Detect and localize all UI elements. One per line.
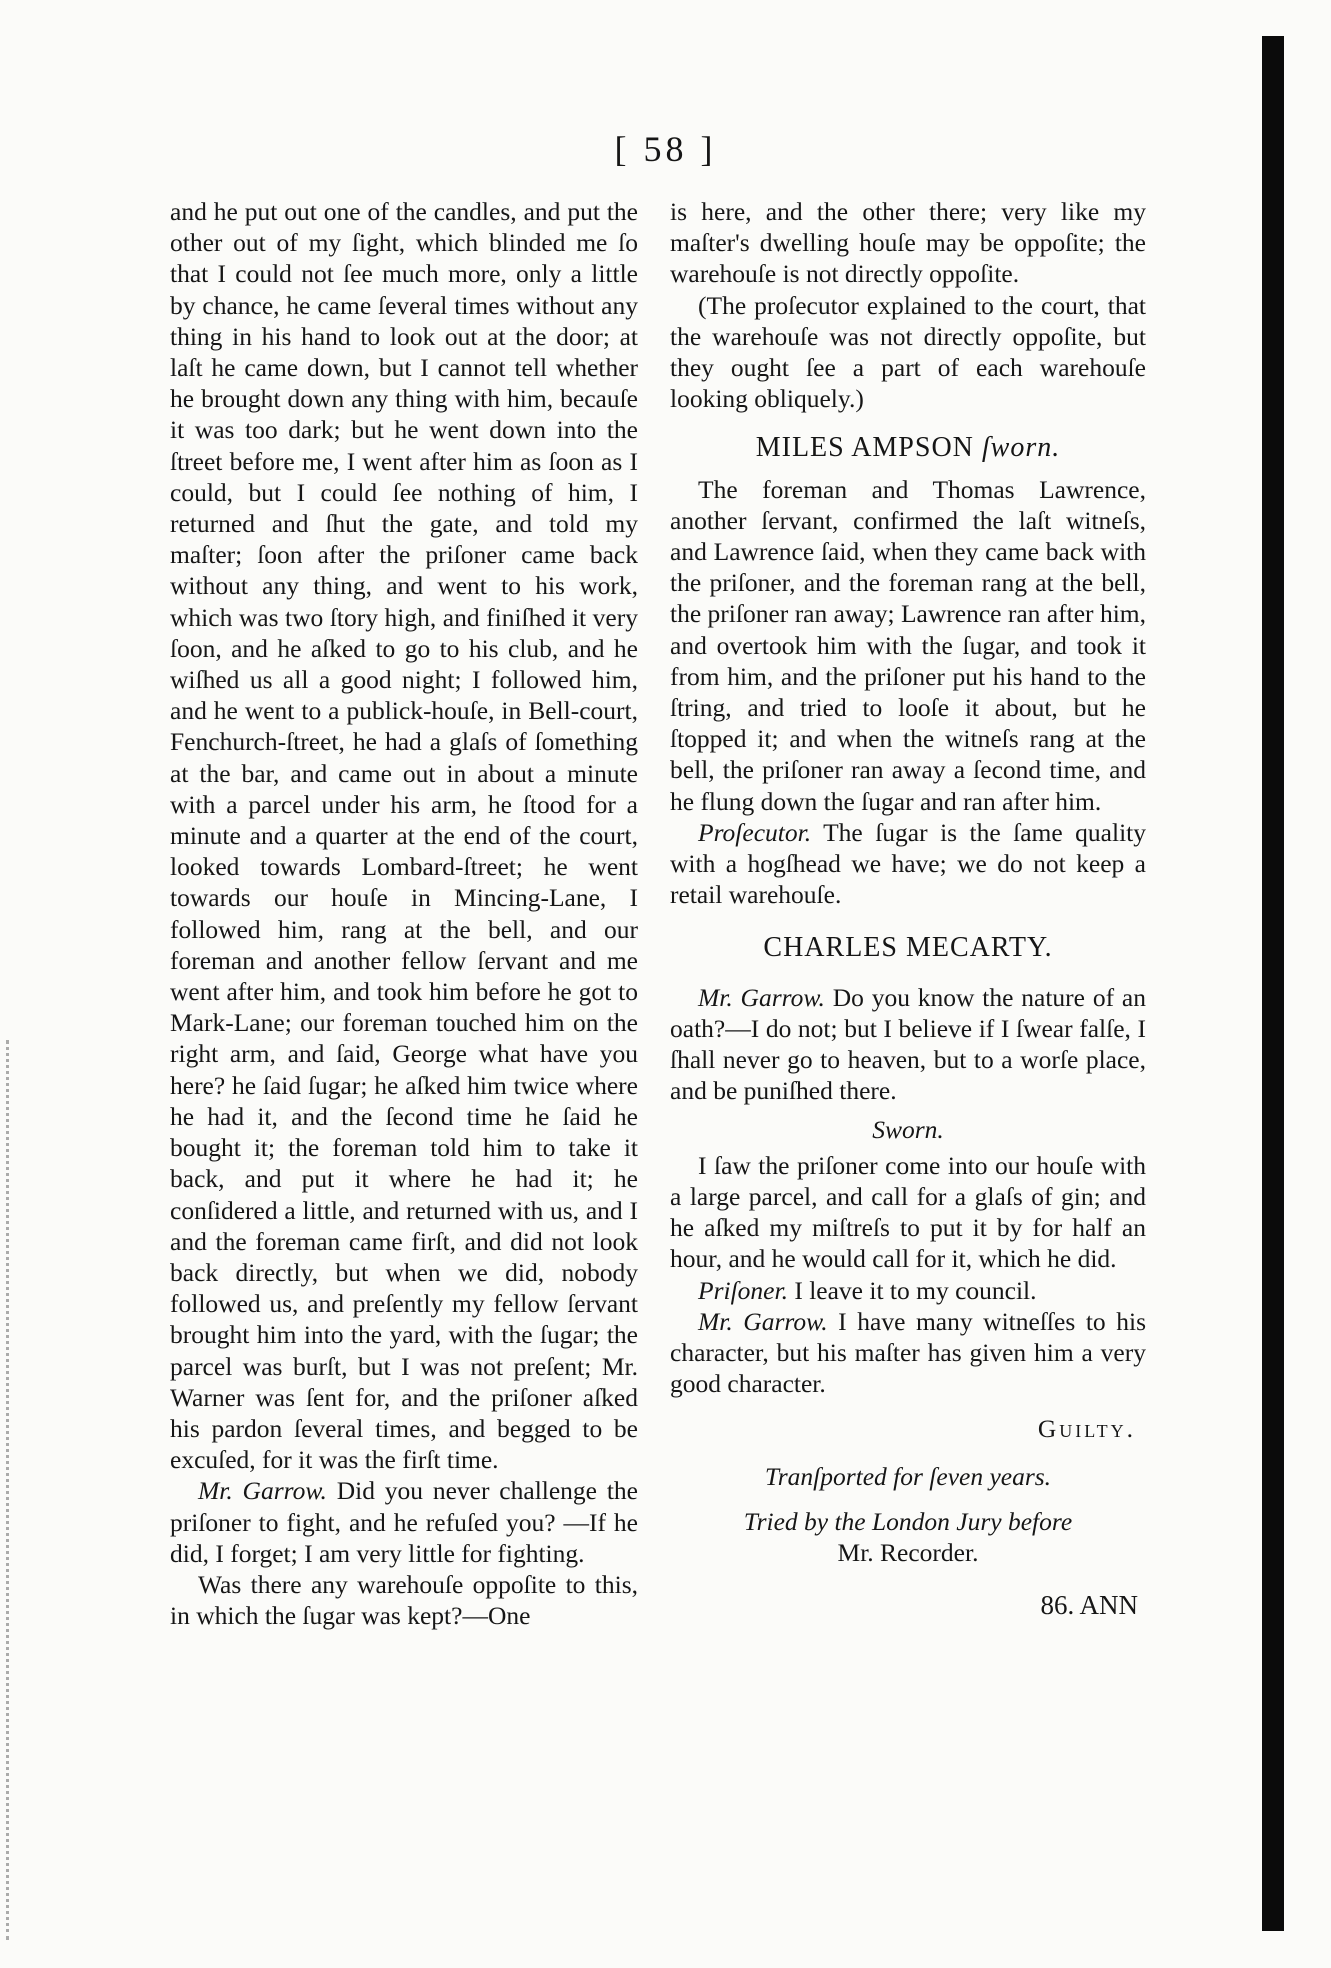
scan-margin-marks xyxy=(6,1040,25,1940)
court-note: (The proſecutor explained to the court, that the warehouſe was not directly oppoſite, but they ought ſee a part of each warehouſe looking obliquely.) xyxy=(670,290,1146,414)
speaker-label: Mr. Garrow. xyxy=(198,1476,327,1506)
examination-paragraph xyxy=(170,1475,638,1569)
recorder-line: Mr. Recorder. xyxy=(837,1537,979,1567)
counsel-text: I have many witneſſes to his character, but his maſter has given him a very good character. xyxy=(670,1306,1146,1399)
scan-edge-shadow xyxy=(1262,36,1284,1931)
speaker-label: Mr. Garrow. xyxy=(698,982,825,1012)
witness-heading-mecarty: CHARLES MECARTY. xyxy=(763,932,1053,964)
examination-text: Do you know the nature of an oath?—I do not; but I believe if I ſwear falſe, I ſhall never go to heaven, but to a worſe place, and be puniſhed there. xyxy=(670,982,1146,1106)
answer-continuation: is here, and the other there; very like my maſter's dwelling houſe may be oppoſite; the warehouſe is not directly oppoſite. xyxy=(670,197,1146,289)
prosecutor-text: The ſugar is the ſame quality with a hogſhead we have; we do not keep a retail warehouſe. xyxy=(670,817,1146,910)
witness-heading-ampson xyxy=(670,432,1146,463)
sworn-label: Sworn. xyxy=(872,1115,944,1145)
witness-name: MILES AMPSON xyxy=(755,432,974,464)
question-paragraph: Was there any warehouſe oppoſite to this, in which the ſugar was kept?—One xyxy=(170,1569,638,1631)
speaker-label: Proſecutor. xyxy=(698,817,812,847)
prisoner-paragraph xyxy=(670,1275,1146,1306)
sworn-label: ſworn. xyxy=(981,432,1061,464)
verdict: Guilty. xyxy=(1037,1414,1136,1444)
counsel-paragraph xyxy=(670,1306,1146,1400)
sentence: Tranſported for ſeven years. xyxy=(764,1461,1052,1491)
right-column xyxy=(670,196,1146,1621)
left-column xyxy=(170,196,638,1631)
testimony-paragraph: I ſaw the priſoner come into our houſe with a large parcel, and call for a glaſs of gin; and he aſked my miſtreſs to put it by for half an hour, and he would call for it, which he did. xyxy=(670,1150,1146,1274)
trial-note: Tried by the London Jury before xyxy=(743,1506,1073,1536)
examination-text: Did you never challenge the priſoner to fight, and he refuſed you? —If he did, I forget; I am very little for fighting. xyxy=(170,1476,638,1568)
prosecutor-paragraph xyxy=(670,817,1146,911)
page-number-header: [ 58 ] xyxy=(614,129,717,169)
catchword: 86. ANN xyxy=(1040,1590,1138,1621)
speaker-label: Mr. Garrow. xyxy=(698,1306,828,1336)
prisoner-text: I leave it to my council. xyxy=(787,1275,1037,1305)
testimony-paragraph: The foreman and Thomas Lawrence, another ſervant, confirmed the laſt witneſs, and Lawrence ſaid, when they came back with the priſoner, and the foreman rang at the bell, the priſoner ran away; Lawrence ran after him, and overtook him with the ſugar, and took it from him, and the priſoner put his hand to the ſtring, and tried to looſe it about, but he ſtopped it; and when the witneſs rang at the bell, the priſoner ran away a ſecond time, and he flung down the ſugar and ran after him. xyxy=(670,474,1146,816)
testimony-paragraph: and he put out one of the candles, and put the other out of my ſight, which blinded me ſo that I could not ſee much more, only a little by chance, he came ſeveral times without any thing in his hand to look out at the door; at laſt he came down, but I cannot tell whether he brought down any thing with him, becauſe it was too dark; but he went down into the ſtreet before me, I went after him as ſoon as I could, but I could ſee nothing of him, I returned and ſhut the gate, and told my maſter; ſoon after the priſoner came back without any thing, and went to his work, which was two ſtory high, and finiſhed it very ſoon, and he aſked to go to his club, and he wiſhed us all a good night; I followed him, and he went to a publick-houſe, in Bell-court, Fenchurch-ſtreet, he had a glaſs of ſomething at the bar, and came out in about a minute with a parcel under his arm, he ſtood for a minute and a quarter at the end of the court, looked towards Lombard-ſtreet; he went towards our houſe in Mincing-Lane, I followed him, rang at the bell, and our foreman and another fellow ſervant and me went after him, and took him before he got to Mark-Lane; our foreman touched him on the right arm, and ſaid, George what have you here? he ſaid ſugar; he aſked him twice where he had it, and the ſecond time he ſaid he bought it; the foreman told him to take it back, and put it where he had it; he conſidered a little, and returned with us, and I and the foreman came firſt, and did not look back directly, but when we did, nobody followed us, and preſently my fellow ſervant brought him into the yard, with the ſugar; the parcel was burſt, but I was not preſent; Mr. Warner was ſent for, and the priſoner aſked his pardon ſeveral times, and begged to be excuſed, for it was the firſt time. xyxy=(170,197,638,1475)
speaker-label: Priſoner. xyxy=(698,1275,788,1305)
examination-paragraph xyxy=(670,982,1146,1107)
